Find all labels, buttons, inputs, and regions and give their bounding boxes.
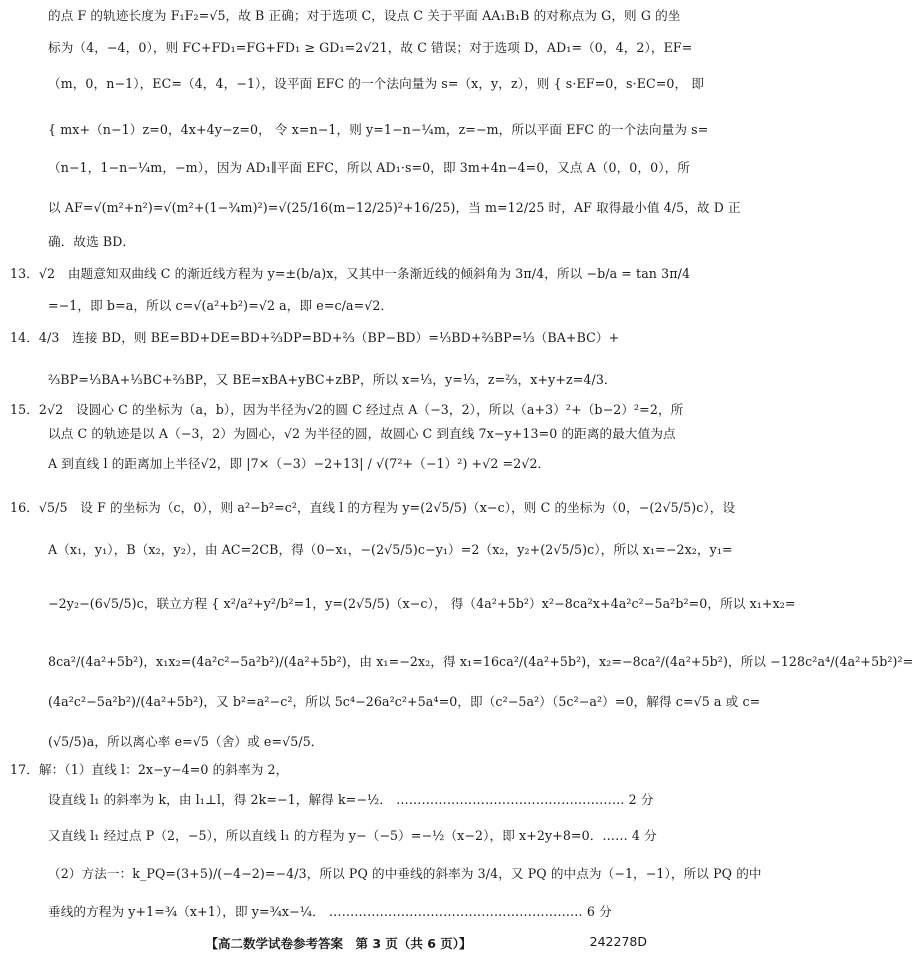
text-line: (√5/5)a，所以离心率 e=√5（舍）或 e=√5/5． — [48, 734, 324, 749]
text-line: { mx+（n−1）z=0，4x+4y−z=0， 令 x=n−1，则 y=1−n−¼m，z=−m，所以平面 EFC 的一个法向量为 s= — [48, 122, 709, 137]
text-line: 又直线 l₁ 经过点 P（2，−5），所以直线 l₁ 的方程为 y−（−5）=−½（x−2），即 x+2y+8=0．…… 4 分 — [48, 828, 657, 843]
text-line: −2y₂−(6√5/5)c，联立方程 { x²/a²+y²/b²=1，y=(2√5/5)（x−c）， 得（4a²+5b²）x²−8ca²x+4a²c²−5a²b²=0，所以 x₁+x₂= — [48, 596, 796, 611]
page-footer — [0, 934, 677, 954]
text-line: 确．故选 BD． — [48, 234, 136, 249]
text-line: （n−1，1−n−¼m，−m），因为 AD₁∥平面 EFC，所以 AD₁·s=0，即 3m+4n−4=0，又点 A（0，0，0），所 — [48, 160, 691, 175]
text-line-q16: 16．√5/5 设 F 的坐标为（c，0），则 a²−b²=c²，直线 l 的方程为 y=(2√5/5)（x−c），则 C 的坐标为（0，−(2√5/5)c），设 — [10, 500, 736, 515]
text-line: 的点 F 的轨迹长度为 F₁F₂=√5，故 B 正确；对于选项 C，设点 C 关于平面 AA₁B₁B 的对称点为 G，则 G 的坐 — [48, 8, 681, 23]
text-line-q15: 15．2√2 设圆心 C 的坐标为（a，b），因为半径为√2的圆 C 经过点 A（−3，2），所以（a+3）²+（b−2）²=2，所 — [10, 402, 684, 417]
text-line-q13: 13．√2 由题意知双曲线 C 的渐近线方程为 y=±(b/a)x，又其中一条渐近线的倾斜角为 3π/4，所以 −b/a = tan 3π/4 — [10, 266, 691, 281]
text-line: 以点 C 的轨迹是以 A（−3，2）为圆心，√2 为半径的圆，故圆心 C 到直线 7x−y+13=0 的距离的最大值为点 — [48, 426, 676, 441]
text-line-q14: 14．4/3 连接 BD，则 BE=BD+DE=BD+⅔DP=BD+⅔（BP−BD）=⅓BD+⅔BP=⅓（BA+BC）+ — [10, 330, 620, 345]
text-line-q17: 17．解：（1）直线 l：2x−y−4=0 的斜率为 2， — [10, 762, 289, 777]
text-line: =−1，即 b=a，所以 c=√(a²+b²)=√2 a，即 e=c/a=√2． — [48, 298, 394, 313]
text-line: 设直线 l₁ 的斜率为 k，由 l₁⊥l，得 2k=−1，解得 k=−½． ……………………………………………… 2 分 — [48, 792, 654, 807]
text-line: ⅔BP=⅓BA+⅓BC+⅔BP，又 BE=xBA+yBC+zBP，所以 x=⅓，y=⅓，z=⅔，x+y+z=4/3． — [48, 372, 617, 387]
text-line: 8ca²/(4a²+5b²)，x₁x₂=(4a²c²−5a²b²)/(4a²+5b²)，由 x₁=−2x₂，得 x₁=16ca²/(4a²+5b²)，x₂=−8ca²/(4a²+5b²)，所以 −128c²a⁴/(4a²+5b²)²= — [48, 654, 913, 669]
footer-code: 242278D — [589, 934, 647, 949]
text-line: （2）方法一：k_PQ=(3+5)/(−4−2)=−4/3，所以 PQ 的中垂线的斜率为 3/4，又 PQ 的中点为（−1，−1），所以 PQ 的中 — [48, 866, 762, 881]
text-line: 垂线的方程为 y+1=¾（x+1），即 y=¾x−¼． …………………………………………………… 6 分 — [48, 904, 612, 919]
text-line: （m，0，n−1），EC=（4，4，−1），设平面 EFC 的一个法向量为 s=（x，y，z），则 { s·EF=0，s·EC=0， 即 — [48, 76, 705, 91]
text-line: A 到直线 l 的距离加上半径√2，即 |7×（−3）−2+13| / √(7²+（−1）²) +√2 =2√2． — [48, 456, 551, 471]
footer-title: 【高二数学试卷参考答案 第 3 页（共 6 页）】 — [205, 936, 472, 951]
text-line: 标为（4，−4，0），则 FC+FD₁=FG+FD₁ ≥ GD₁=2√21，故 C 错误；对于选项 D，AD₁=（0，4，2），EF= — [48, 40, 693, 55]
text-line: (4a²c²−5a²b²)/(4a²+5b²)，又 b²=a²−c²，所以 5c⁴−26a²c²+5a⁴=0，即（c²−5a²）（5c²−a²）=0，解得 c=√5 a 或 c= — [48, 694, 761, 709]
text-line: A（x₁，y₁），B（x₂，y₂），由 AC=2CB，得（0−x₁，−(2√5/5)c−y₁）=2（x₂，y₂+(2√5/5)c），所以 x₁=−2x₂，y₁= — [48, 542, 733, 557]
text-line: 以 AF=√(m²+n²)=√(m²+(1−¾m)²)=√(25/16(m−12/25)²+16/25)，当 m=12/25 时，AF 取得最小值 4/5，故 D 正 — [48, 200, 741, 215]
